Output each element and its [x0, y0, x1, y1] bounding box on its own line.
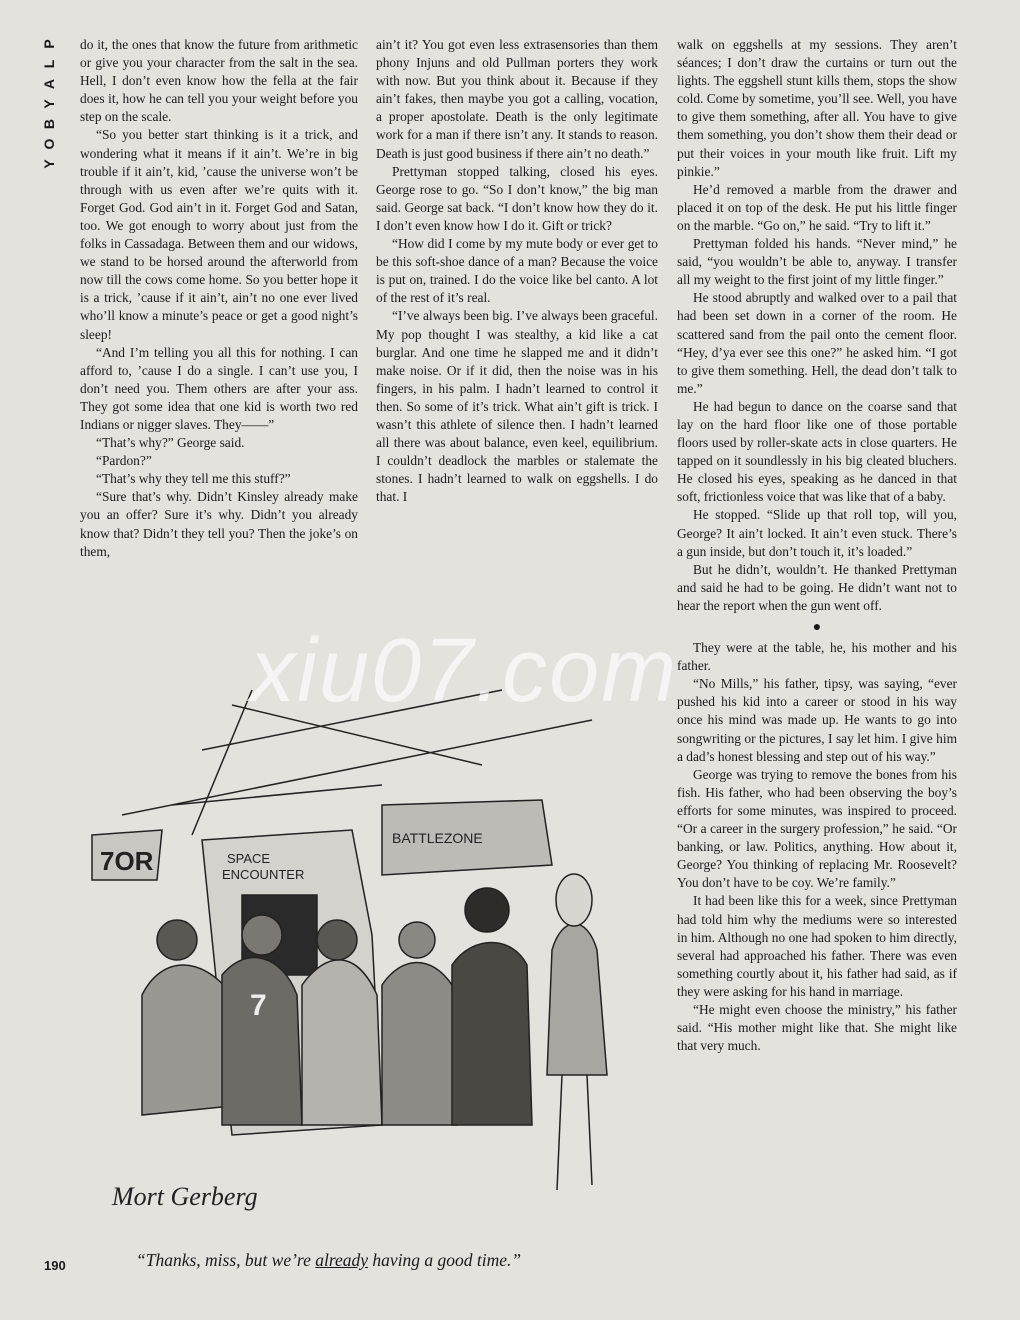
sidebar-letter: A — [41, 78, 57, 90]
section-divider: ● — [812, 620, 822, 635]
sidebar-letter: P — [41, 39, 57, 49]
text-column-2 — [376, 36, 658, 506]
sidebar-letter: L — [41, 59, 57, 69]
paragraph: Prettyman folded his hands. “Never mind,” he said, “you wouldn’t be able to, anyway. I transfer all my weight to the first joint of my little finger.” — [677, 236, 957, 288]
arcade-sign-space: SPACE — [227, 851, 271, 866]
watermark: xiu07.com — [250, 621, 679, 721]
cartoon-caption — [136, 1250, 656, 1271]
paragraph: He stopped. “Slide up that roll top, will you, George? It ain’t locked. It ain’t even stuck. There’s a gun inside, but don’t touch it, it’s loaded.” — [677, 507, 957, 559]
caption-part-1: “Thanks, miss, but we’re — [136, 1250, 316, 1270]
paragraph: “How did I come by my mute body or ever get to be this soft-shoe dance of a man? Because the voice is put on, trained. I do the voice like bel canto. A lot of the rest of it’s real. — [376, 236, 658, 306]
arcade-sign-left: 7OR — [100, 846, 154, 876]
jersey-number: 7 — [250, 989, 267, 1022]
paragraph: “No Mills,” his father, tipsy, was saying, “ever pushed his kid into a career or stood in his way once his mind was made up. He wants to go into songwriting or the pictures, I say let him. I give him a dad’s honest blessing and step out of his way.” — [677, 676, 957, 764]
sidebar-letter: Y — [41, 99, 57, 109]
paragraph: “So you better start thinking is it a trick, and wondering what it means if it ain’t. We’re in big trouble if it ain’t, kid, ’cause the universe won’t be through with us even after we’re quits with it. Forget God. God ain’t in it. Forget God and Satan, too. We got enough to worry about just from the folks in Cassadaga. Between them and our widows, we stand to be horsed around the afterworld from now till the cows come home. So you better hope it is a trick, ’cause if it ain’t, ain’t no one ever lived who’ll know a minute’s peace or get a good night’s sleep! — [80, 127, 358, 342]
paragraph: “Pardon?” — [96, 453, 152, 469]
paragraph: He stood abruptly and walked over to a pail that had been set down in a corner of the room. He scattered sand from the pail onto the cement floor. “Hey, d’ya ever see this one?” he asked him. “I got to give them something. Hell, the dead don’t talk to me.” — [677, 290, 957, 396]
cartoon-illustration — [82, 665, 662, 1225]
paragraph: ain’t it? You got even less extrasensories than them phony Injuns and old Pullman porters they work with now. But you think about it. Because if they ain’t fakes, then maybe you got a calling, vocation, a proper apostolate. Death is the only legitimate work for a man if there isn’t any. It stands to reason. Death is just good business if there ain’t no death.” — [376, 37, 658, 161]
sidebar-letter: O — [41, 138, 57, 150]
artist-signature: Mort Gerberg — [112, 1182, 258, 1211]
paragraph: George was trying to remove the bones from his fish. His father, who had been observing the boy’s efforts for some minutes, was inspired to proceed. “Or a career in the surgery profession,” he said. “Or banking, or law. Politics, anything. How about it, George? You thinking of replacing Mr. Roosevelt? You don’t have to be coy. We’re family.” — [677, 766, 957, 891]
sidebar-letter: B — [41, 118, 57, 130]
sidebar-letter: Y — [41, 159, 57, 169]
page-number: 190 — [44, 1258, 66, 1273]
paragraph: do it, the ones that know the future from arithmetic or give you your character from the salt in the sea. Hell, I don’t even know how the fella at the fair does it, how he can tell you your weight before you step on the scale. — [80, 37, 358, 125]
paragraph: But he didn’t, wouldn’t. He thanked Prettyman and said he had to be going. He didn’t want not to hear the report when the gun went off. — [677, 561, 957, 613]
paragraph: walk on eggshells at my sessions. They aren’t séances; I don’t draw the curtains or turn out the lights. The eggshell stunt kills them, stops the show cold. Come by sometime, you’ll see. Well, you have to give them something, after all. You have to give them something, you don’t show them their dead or put their voices in your mouth like fruit. Lift my pinkie.” — [677, 37, 957, 179]
caption-part-2: having a good time.” — [368, 1250, 522, 1270]
paragraph: “That’s why?” George said. — [96, 435, 245, 451]
arcade-sign-encounter: ENCOUNTER — [222, 867, 305, 882]
paragraph: It had been like this for a week, since Prettyman had told him why the mediums were so interested in him. Although no one had spoken to him directly, several had approached his father. There was even something courtly about it, his father had said, as if they were asking for his hand in marriage. — [677, 893, 957, 999]
paragraph: He’d removed a marble from the drawer and placed it on top of the desk. He put his little finger on the marble. “Go on,” he said. “Try to lift it.” — [677, 181, 957, 233]
paragraph: “That’s why they tell me this stuff?” — [96, 471, 291, 487]
paragraph: “I’ve always been big. I’ve always been graceful. My pop thought I was stealthy, a kid like a cat burglar. And one time he slapped me and it didn’t make noise. Or if it did, then the noise was in his fingers, in his palm. I hadn’t learned to control it then. So some of it’s trick. What ain’t gift is trick. I wasn’t this athlete of silence then. I hadn’t learned all there was about balance, even keel, equilibrium. I couldn’t deadlock the marbles or stalemate the stones. I hadn’t learned to walk on eggshells. I do that. I — [376, 308, 658, 505]
paragraph: “Sure that’s why. Didn’t Kinsley already make you an offer? Sure it’s why. Didn’t you already know that? Didn’t they tell you? Then the joke’s on them, — [80, 489, 358, 559]
paragraph: “And I’m telling you all this for nothing. I can afford to, ’cause I do a single. I can’t use you, I don’t need you. Them others are after your ass. They got some idea that one kid is worth two red Indians or nigger slaves. They——” — [80, 344, 358, 432]
paragraph: They were at the table, he, his mother and his father. — [677, 640, 957, 674]
text-column-1 — [80, 36, 358, 561]
caption-underlined-word: already — [315, 1250, 369, 1270]
arcade-sign-battlezone: BATTLEZONE — [392, 830, 483, 846]
text-column-3 — [677, 36, 957, 1055]
magazine-sidebar-logo — [38, 34, 60, 174]
paragraph: Prettyman stopped talking, closed his eyes. George rose to go. “So I don’t know,” the big man said. George sat back. “I don’t know how they do it. I don’t even know how I do it. Gift or trick? — [376, 163, 658, 233]
paragraph: “He might even choose the ministry,” his father said. “His mother might like that. She might like that very much. — [677, 1001, 957, 1054]
paragraph: He had begun to dance on the coarse sand that lay on the hard floor like one of those portable floors used by roller-skate acts in close quarters. He tapped on it soundlessly in his big cleated bluchers. He closed his eyes, speaking as he danced in that soft, frictionless voice that was like that of a baby. — [677, 398, 957, 505]
